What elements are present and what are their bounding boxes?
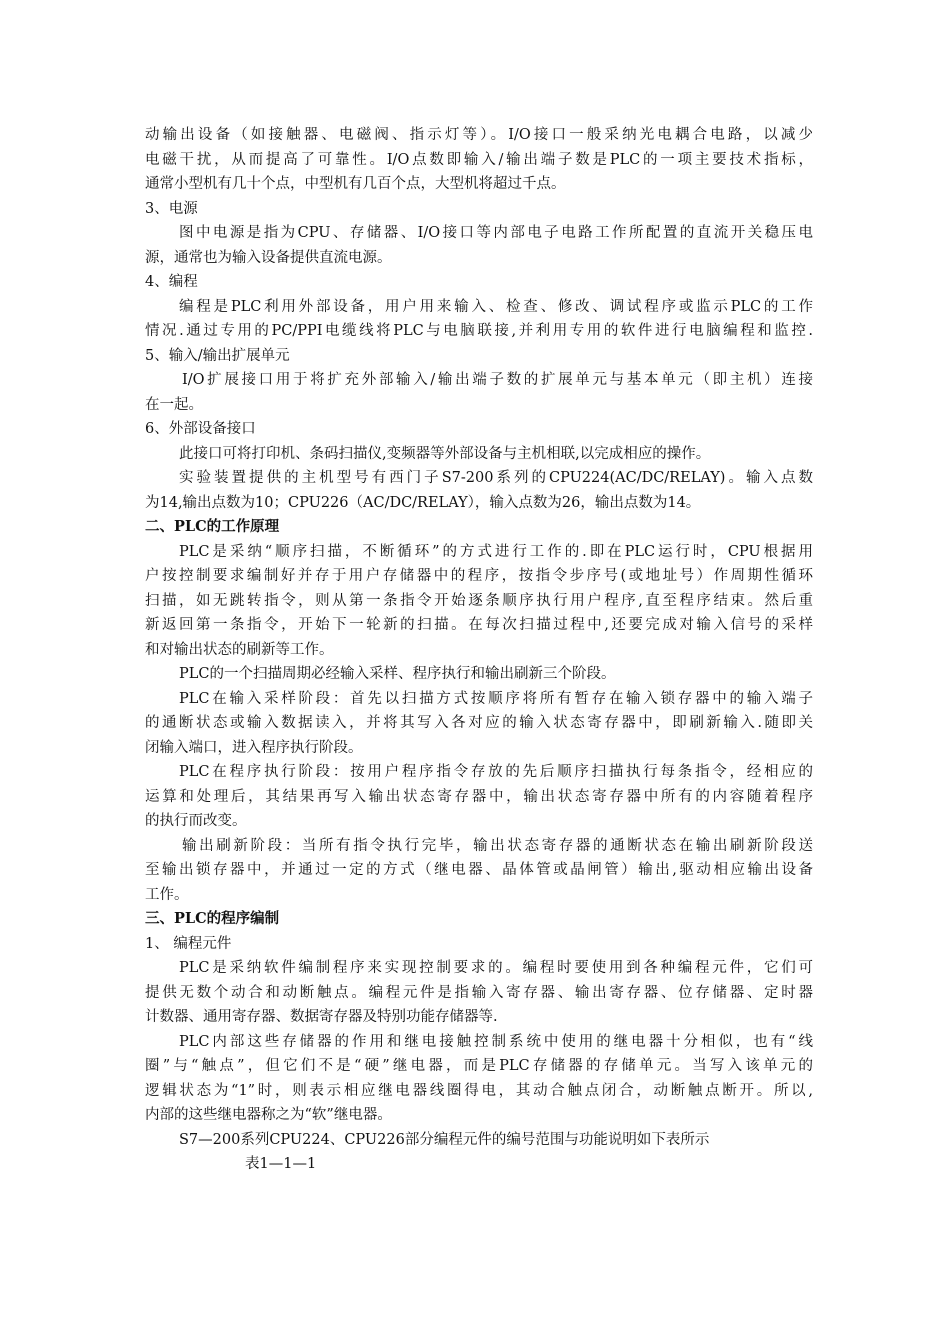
section-heading-programming-elements: 1、 编程元件: [145, 935, 232, 952]
section-heading-io-expansion: 5、输入/输出扩展单元: [145, 347, 290, 364]
body-text-line: 电磁干扰，从而提高了可靠性。I/O点数即输入/输出端子数是PLC的一项主要技术指标，: [145, 151, 813, 168]
body-text-line: 至输出锁存器中，并通过一定的方式（继电器、晶体管或晶闸管）输出,驱动相应输出设备: [145, 862, 813, 878]
section-heading-programming: 4、编程: [145, 274, 198, 290]
body-text-line: 为14,输出点数为10；CPU226（AC/DC/RELAY），输入点数为26，输出点数为14。: [145, 494, 701, 511]
body-text-line: 情况.通过专用的PC/PPI电缆线将PLC与电脑联接,并利用专用的软件进行电脑编程和监控.: [145, 323, 813, 339]
body-text-line: 工作。: [145, 886, 189, 903]
body-text-line: 动输出设备（如接触器、电磁阀、指示灯等）。I/O接口一般采纳光电耦合电路，以减少: [145, 127, 813, 143]
body-text-line: 运算和处理后，其结果再写入输出状态寄存器中，输出状态寄存器中所有的内容随着程序: [145, 788, 813, 805]
body-text-line: 扫描，如无跳转指令，则从第一条指令开始逐条顺序执行用户程序,直至程序结束。然后重: [145, 592, 813, 609]
body-text-line: 实验装置提供的主机型号有西门子S7-200系列的CPU224(AC/DC/RELAY)。输入点数: [179, 470, 813, 486]
body-text-line: 通常小型机有几十个点，中型机有几百个点，大型机将超过千点。: [145, 176, 566, 192]
body-text-line: 的通断状态或输入数据读入，并将其写入各对应的输入状态寄存器中，即刷新输入.随即关: [145, 715, 813, 731]
body-text-line: 逻辑状态为“1”时，则表示相应继电器线圈得电，其动合触点闭合，动断触点断开。所以,: [145, 1082, 813, 1099]
table-intro-text: S7—200系列CPU224、CPU226部分编程元件的编号范围与功能说明如下表所示: [179, 1131, 710, 1148]
body-text-line: PLC在输入采样阶段：首先以扫描方式按顺序将所有暂存在输入锁存器中的输入端子: [179, 690, 813, 707]
body-text-line: PLC内部这些存储器的作用和继电接触控制系统中使用的继电器十分相似，也有“线: [179, 1033, 813, 1050]
body-text-line: I/O扩展接口用于将扩充外部输入/输出端子数的扩展单元与基本单元（即主机）连接: [182, 372, 813, 388]
table-caption: 表1—1—1: [245, 1156, 317, 1172]
body-text-line: 圈”与“触点”，但它们不是“硬”继电器，而是PLC存储器的存储单元。当写入该单元的: [145, 1058, 813, 1074]
body-text-line: 提供无数个动合和动断触点。编程元件是指输入寄存器、输出寄存器、位存储器、定时器: [145, 984, 813, 1001]
body-text-line: 图中电源是指为CPU、存储器、I/O接口等内部电子电路工作所配置的直流开关稳压电: [179, 225, 813, 241]
section-heading-power: 3、电源: [145, 200, 198, 217]
chapter-heading-program-compilation: 三、PLC的程序编制: [145, 910, 280, 927]
body-text-line: 闭输入端口，进入程序执行阶段。: [145, 739, 363, 756]
body-text-line: 源，通常也为输入设备提供直流电源。: [145, 249, 392, 266]
body-text-line: PLC的一个扫描周期必经输入采样、程序执行和输出刷新三个阶段。: [179, 666, 616, 682]
body-text-line: 计数器、通用寄存器、数据寄存器及特别功能存储器等.: [145, 1009, 498, 1025]
body-text-line: PLC在程序执行阶段：按用户程序指令存放的先后顺序扫描执行每条指令，经相应的: [179, 764, 813, 780]
body-text-line: 输出刷新阶段：当所有指令执行完毕，输出状态寄存器的通断状态在输出刷新阶段送: [182, 837, 813, 854]
body-text-line: 内部的这些继电器称之为“软”继电器。: [145, 1107, 392, 1123]
body-text-line: 的执行而改变。: [145, 813, 247, 829]
body-text-line: 在一起。: [145, 396, 203, 413]
body-text-line: 户按控制要求编制好并存于用户存储器中的程序，按指令步序号(或地址号）作周期性循环: [145, 568, 813, 584]
body-text-line: PLC是采纳“顺序扫描，不断循环”的方式进行工作的.即在PLC运行时，CPU根据用: [179, 543, 813, 560]
body-text-line: 新返回第一条指令，开始下一轮新的扫描。在每次扫描过程中,还要完成对输入信号的采样: [145, 617, 813, 633]
body-text-line: 编程是PLC利用外部设备，用户用来输入、检查、修改、调试程序或监示PLC的工作: [179, 298, 813, 315]
body-text-line: 此接口可将打印机、条码扫描仪,变频器等外部设备与主机相联,以完成相应的操作。: [179, 445, 711, 462]
body-text-line: 和对输出状态的刷新等工作。: [145, 641, 334, 658]
chapter-heading-working-principle: 二、PLC的工作原理: [145, 518, 280, 535]
body-text-line: PLC是采纳软件编制程序来实现控制要求的。编程时要使用到各种编程元件，它们可: [179, 960, 813, 976]
document-body: [145, 123, 813, 1177]
section-heading-peripheral-interface: 6、外部设备接口: [145, 421, 256, 437]
